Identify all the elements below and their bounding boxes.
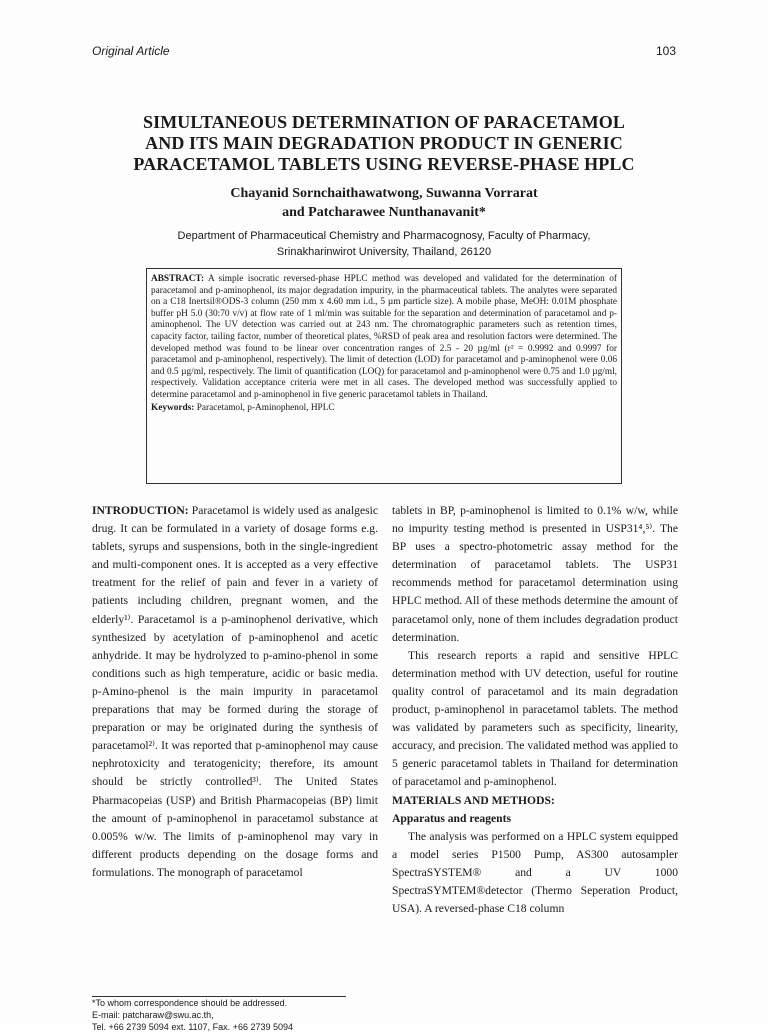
keywords-label: Keywords: [151,402,195,413]
title-line: PARACETAMOL TABLETS USING REVERSE-PHASE HPLC [133,154,635,174]
affiliation [80,228,688,260]
title-line: AND ITS MAIN DEGRADATION PRODUCT IN GENERIC [145,133,623,153]
affiliation-line: Department of Pharmaceutical Chemistry and Pharmacognosy, Faculty of Pharmacy, [177,230,591,242]
keywords [151,403,617,415]
abstract-label: ABSTRACT: [151,274,205,284]
introduction-paragraph [92,502,378,882]
affiliation-line: Srinakharinwirot University, Thailand, 26120 [276,246,492,258]
introduction-text: Paracetamol is widely used as analgesic drug. It can be formulated in a variety of dosage forms e.g. tablets, syrups and suspensions, both in the single-ingredient and multi-component ones. It is accepted as a very effective treatment for the relief of pain and fever in a variety of patients including children, pregnant women, and the elderly¹⁾. Paracetamol is a p-aminophenol derivative, which synthesized by acetylation of p-aminophenol and acetic anhydride. It may be hydrolyzed to p-amino-phenol in some conditions such as high temperature, acidic or basic media. p-Amino-phenol is the main impurity in paracetamol preparations that may be formed during the storage of preparation or may be originated during the synthesis of paracetamol²⁾. It was reported that p-aminophenol may cause nephrotoxicity and teratogenicity; therefore, its amount should be strictly controlled³⁾. The United States Pharmacopeias (USP) and British Pharmacopeias (BP) limit the amount of p-aminophenol in paracetamol substance at 0.005% w/w. The limits of p-aminophenol may vary in different products depending on the dosage forms and formulations. The monograph of paracetamol [92,504,378,879]
author-list [80,184,688,222]
page-number: 103 [655,44,676,58]
title-line: SIMULTANEOUS DETERMINATION OF PARACETAMOL [143,112,625,132]
author-line: Chayanid Sornchaithawatwong, Suwanna Vorrarat [230,186,538,201]
body-paragraph: The analysis was performed on a HPLC system equipped a model series P1500 Pump, AS300 autosampler SpectraSYSTEM® and a UV 1000 SpectraSYMTEM®detector (Thermo Seperation Product, USA). A reversed-phase C18 column [392,829,678,916]
introduction-heading: INTRODUCTION: [92,504,189,517]
section-heading: MATERIALS AND METHODS: [392,793,555,807]
right-column [392,502,678,918]
left-column [92,502,378,882]
subsection-heading: Apparatus and reagents [392,811,511,825]
footnote-line: *To whom correspondence should be addressed. [92,998,288,1008]
article-title [80,112,688,175]
abstract-text: A simple isocratic reversed-phase HPLC method was developed and validated for the determination of paracetamol and p-aminophenol, its major degradation impurity, in the pharmaceutical tablets. The analytes were separated on a C18 Inertsil®ODS-3 column (250 mm x 4.60 mm i.d., 5 µm particle size). A mobile phase, MeOH: 0.01M phosphate buffer pH 5.0 (30:70 v/v) at flow rate of 1 ml/min was suitable for the separation and determination of paracetamol and p-aminophenol. The UV detection was carried out at 243 nm. The chromatographic parameters such as retention times, capacity factor, tailing factor, number of theoretical plates, %RSD of peak area and resolution factors were determined. The developed method was found to be linear over concentration ranges of 2.5 - 20 µg/ml (r² = 0.9992 and 0.9997 for paracetamol and p-aminophenol, respectively). The limit of detection (LOD) for paracetamol and p-aminophenol were 0.06 and 0.5 µg/ml, respectively. The limit of quantification (LOQ) for paracetamol and p-aminophenol were 0.75 and 1.0 µg/ml, respectively. Validation acceptance criteria were met in all cases. The developed method was successfully applied to determine paracetamol and p-aminophenol in five generic paracetamol tablets in Thailand. [151,274,617,400]
footnote-line: Tel. +66 2739 5094 ext. 1107, Fax. +66 2739 5094 [92,1022,293,1032]
body-paragraph: tablets in BP, p-aminophenol is limited to 0.1% w/w, while no impurity testing method is presented in USP31⁴,⁵⁾. The BP uses a spectro-photometric assay method for the determination of paracetamol tablets. The USP31 recommends method for paracetamol determination using HPLC method. All of these methods determine the amount of paracetamol only, none of them includes degradation product determination. [392,504,678,644]
footnote-line: E-mail: patcharaw@swu.ac.th, [92,1010,214,1020]
footnote [92,997,382,1033]
body-paragraph: This research reports a rapid and sensitive HPLC determination method with UV detection, useful for routine quality control of paracetamol and its main degradation product, p-aminophenol in paracetamol tablets. The method was validated by parameters such as specificity, linearity, accuracy, and precision. The validated method was applied to 5 generic paracetamol tablets in Thailand for determination of paracetamol and p-aminophenol. [392,648,678,789]
author-line: and Patcharawee Nunthanavanit* [282,205,486,220]
abstract-box [146,268,622,484]
running-header [92,44,676,64]
keywords-text: Paracetamol, p-Aminophenol, HPLC [196,402,335,413]
section-label: Original Article [92,44,170,58]
abstract-body [151,274,617,402]
